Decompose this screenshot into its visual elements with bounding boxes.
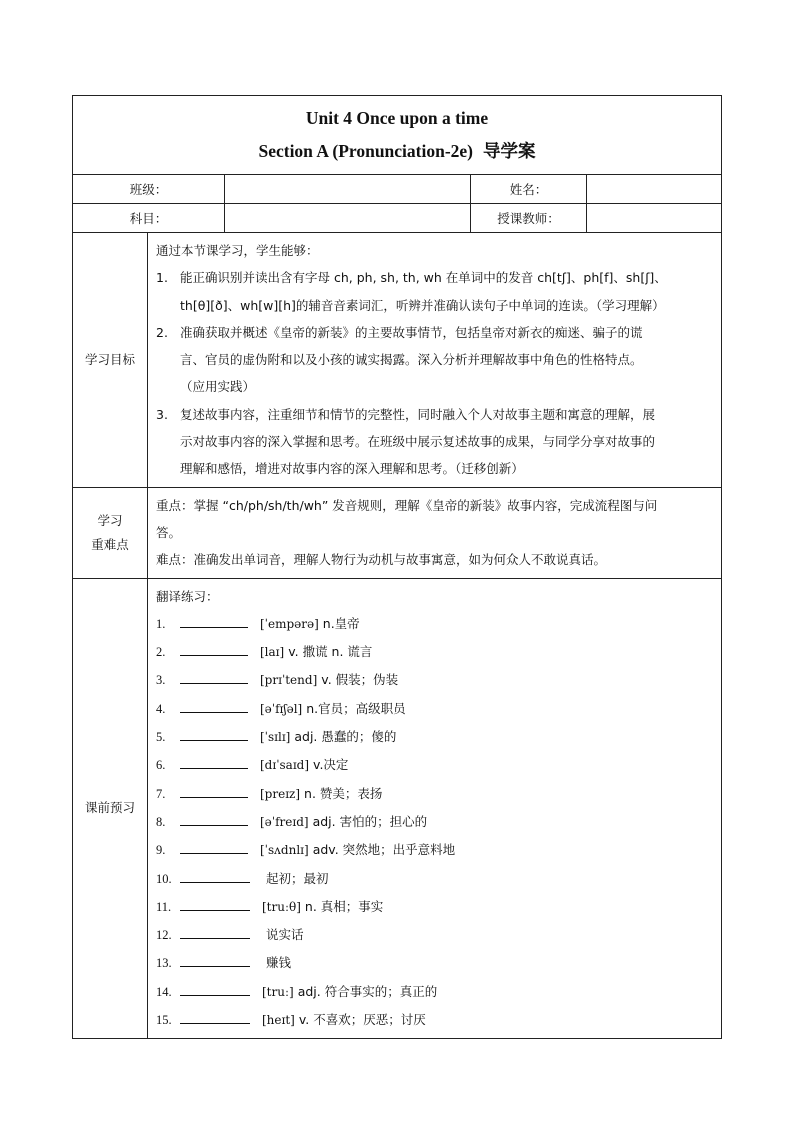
answer-blank[interactable] <box>180 952 250 967</box>
vocab-number: 9. <box>156 843 166 858</box>
name-label: 姓名： <box>471 175 587 204</box>
vocab-item <box>156 610 715 638</box>
class-field[interactable] <box>225 175 471 204</box>
vocab-number: 8. <box>156 814 166 829</box>
vocab-number: 11. <box>156 899 172 914</box>
vocab-number: 2. <box>156 645 166 660</box>
name-field[interactable] <box>587 175 722 204</box>
vocab-meaning: v. 假装；伪装 <box>321 672 399 688</box>
worksheet-table <box>72 95 722 1039</box>
vocab-item <box>156 695 715 723</box>
subject-label: 科目： <box>73 204 225 233</box>
vocab-number: 13. <box>156 956 172 971</box>
vocab-item <box>156 1006 715 1034</box>
preview-intro: 翻译练习： <box>156 588 219 604</box>
vocab-meaning: adj. 符合事实的；真正的 <box>297 983 438 999</box>
vocab-item <box>156 978 715 1006</box>
vocab-number: 5. <box>156 730 166 745</box>
vocab-item <box>156 638 715 666</box>
objectives-label: 学习目标 <box>73 233 148 488</box>
subject-field[interactable] <box>225 204 471 233</box>
focus-line-1: 重点：掌握 “ch/ph/sh/th/wh” 发音规则，理解《皇帝的新装》故事内容，完成流程图与问 <box>156 497 658 513</box>
subtitle-cn: 导学案 <box>483 141 536 162</box>
vocab-item <box>156 836 715 864</box>
subtitle-en: Section A (Pronunciation-2e) <box>258 140 474 161</box>
vocab-item <box>156 751 715 779</box>
vocab-meaning: v. 撒谎 n. 谎言 <box>288 644 373 660</box>
answer-blank[interactable] <box>180 924 250 939</box>
vocab-phonetic: [əˈfreɪd] <box>260 814 309 829</box>
key-points-label: 学习 重难点 <box>73 487 148 578</box>
answer-blank[interactable] <box>180 613 248 628</box>
key-points-content <box>148 487 722 578</box>
vocab-item <box>156 893 715 921</box>
vocab-meaning: n.皇帝 <box>322 615 360 631</box>
answer-blank[interactable] <box>180 839 248 854</box>
answer-blank[interactable] <box>180 981 250 996</box>
vocab-meaning: adj. 害怕的；担心的 <box>312 813 428 829</box>
vocab-meaning: n. 真相；事实 <box>304 898 384 914</box>
answer-blank[interactable] <box>180 698 248 713</box>
preview-content <box>148 578 722 1039</box>
vocab-item <box>156 921 715 949</box>
vocab-number: 15. <box>156 1013 172 1028</box>
teacher-label: 授课教师： <box>471 204 587 233</box>
vocab-phonetic: [heɪt] <box>262 1013 295 1028</box>
class-label: 班级： <box>73 175 225 204</box>
vocab-item <box>156 865 715 893</box>
answer-blank[interactable] <box>180 641 248 656</box>
vocab-number: 7. <box>156 786 166 801</box>
vocab-number: 4. <box>156 701 166 716</box>
answer-blank[interactable] <box>180 669 248 684</box>
vocab-phonetic: [ˈsʌdnlɪ] <box>260 843 309 858</box>
vocab-meaning: 说实话 <box>266 927 304 943</box>
vocab-item <box>156 723 715 751</box>
vocab-phonetic: [ˈsɪlɪ] <box>260 730 291 745</box>
vocab-meaning: n.官员；高级职员 <box>306 700 406 716</box>
preview-label: 课前预习 <box>73 578 148 1039</box>
vocab-phonetic: [əˈfɪʃəl] <box>260 701 303 716</box>
objectives-content <box>148 233 722 488</box>
vocab-phonetic: [preɪz] <box>260 786 301 801</box>
vocab-number: 1. <box>156 616 166 631</box>
vocab-number: 14. <box>156 984 172 999</box>
vocab-number: 12. <box>156 928 172 943</box>
vocab-meaning: v. 不喜欢；厌恶；讨厌 <box>298 1012 426 1028</box>
vocab-phonetic: [laɪ] <box>260 645 285 660</box>
vocab-meaning: n. 赞美；表扬 <box>304 785 383 801</box>
vocab-phonetic: [dɪˈsaɪd] <box>260 758 310 773</box>
vocab-number: 3. <box>156 673 166 688</box>
answer-blank[interactable] <box>180 1009 250 1024</box>
objective-item-2: 2. 准确获取并概述《皇帝的新装》的主要故事情节，包括皇帝对新衣的痴迷、骗子的谎 言、官员的虚伪附和以及小孩的诚实揭露。深入分析并理解故事中角色的性格特点。 （应用实践） <box>156 324 643 395</box>
worksheet <box>72 95 721 1039</box>
vocab-phonetic: [truːθ] <box>262 899 301 914</box>
teacher-field[interactable] <box>587 204 722 233</box>
answer-blank[interactable] <box>180 868 250 883</box>
objectives-intro: 通过本节课学习，学生能够： <box>156 243 319 258</box>
vocab-item <box>156 808 715 836</box>
preview-list <box>156 610 715 1034</box>
focus-line-2: 答。 <box>156 524 182 540</box>
answer-blank[interactable] <box>180 811 248 826</box>
vocab-meaning: 起初；最初 <box>266 870 329 886</box>
vocab-item <box>156 666 715 694</box>
title-cell <box>73 96 722 175</box>
vocab-number: 6. <box>156 758 166 773</box>
vocab-meaning: 赚钱 <box>266 955 292 971</box>
vocab-meaning: adj. 愚蠢的；傻的 <box>294 729 397 745</box>
answer-blank[interactable] <box>180 783 248 798</box>
objective-item-1: 1. 能正确识别并读出含有字母 ch, ph, sh, th, wh 在单词中的发音 ch[tʃ]、ph[f]、sh[ʃ]、 th[θ][ð]、wh[w][h]的辅音音素词汇，听辨并准确认读句子中单词的连读。（学习理解） <box>156 270 667 313</box>
vocab-phonetic: [prɪˈtend] <box>260 673 318 688</box>
answer-blank[interactable] <box>180 754 248 769</box>
answer-blank[interactable] <box>180 726 248 741</box>
vocab-item <box>156 780 715 808</box>
page-subtitle <box>73 133 721 170</box>
vocab-number: 10. <box>156 871 172 886</box>
vocab-item <box>156 949 715 977</box>
page-title: Unit 4 Once upon a time <box>305 107 489 128</box>
answer-blank[interactable] <box>180 896 250 911</box>
vocab-phonetic: [ˈempərə] <box>260 616 319 631</box>
vocab-meaning: v.决定 <box>313 757 349 773</box>
vocab-meaning: adv. 突然地；出乎意料地 <box>312 842 456 858</box>
objective-item-3: 3. 复述故事内容，注重细节和情节的完整性，同时融入个人对故事主题和寓意的理解，展 示对故事内容的深入掌握和思考。在班级中展示复述故事的成果，与同学分享对故事的 理解和感悟，增进对故事内容的深入理解和思考。（迁移创新） <box>156 406 656 477</box>
difficulty-line: 难点：准确发出单词音，理解人物行为动机与故事寓意，如为何众人不敢说真话。 <box>156 552 607 568</box>
vocab-phonetic: [truː] <box>262 984 294 999</box>
